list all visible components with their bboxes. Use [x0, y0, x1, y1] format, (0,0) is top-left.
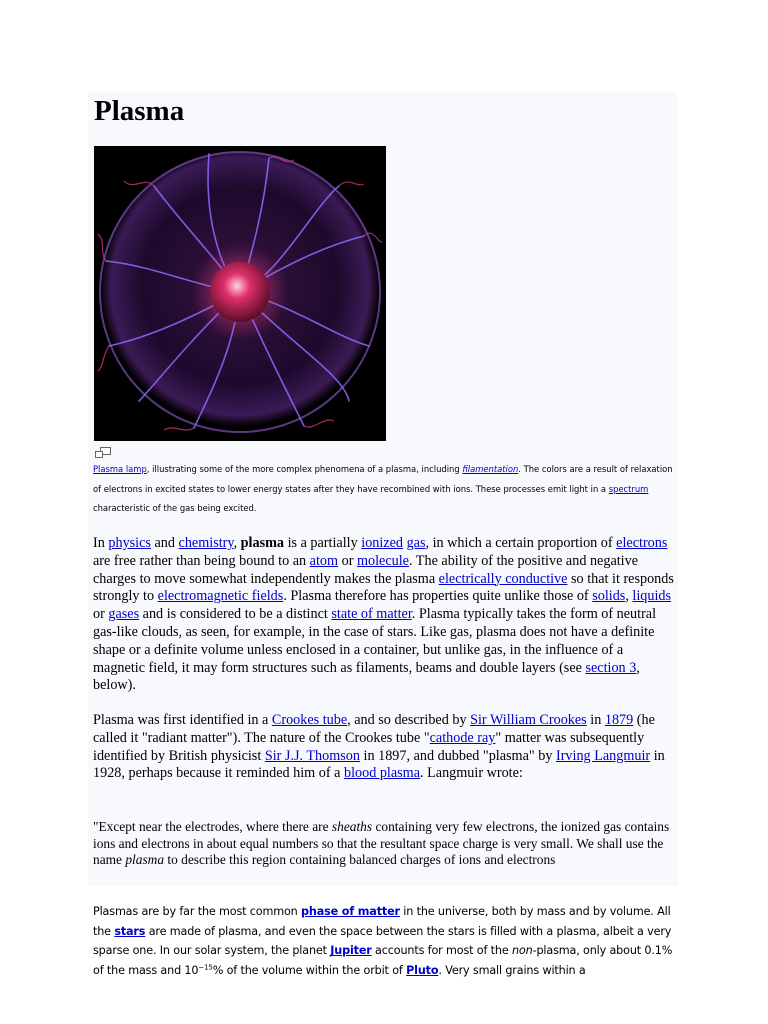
paragraph-text: so that it responds strongly to	[93, 570, 674, 605]
link-atom[interactable]: atom	[309, 552, 339, 569]
link-physics[interactable]: physics	[108, 535, 151, 551]
link-filamentation[interactable]: filamentation	[462, 464, 519, 474]
paragraph-text: . The ability of the positive and negative charges to move somewhat independently makes the plasma	[93, 552, 639, 587]
langmuir-quote	[93, 819, 678, 869]
caption-text: . The colors are a result of relaxation of electrons in excited states to lower energy states after they have recombined with ions. These processes emit light in a	[93, 464, 673, 494]
paragraph-text: in the universe, both by mass and by volume. All the	[93, 905, 671, 938]
quote-text: "Except near the electrodes, where there are	[93, 819, 332, 834]
link-plasma-lamp[interactable]: Plasma lamp	[93, 464, 147, 474]
quote-text: to describe this region containing balanced charges of ions and electrons	[164, 852, 556, 867]
page-title: Plasma	[94, 95, 185, 127]
link-jj-thomson[interactable]: Sir J.J. Thomson	[264, 747, 360, 764]
paragraph-text: , below).	[93, 659, 640, 694]
link-cathode-ray[interactable]: cathode ray	[429, 729, 496, 746]
link-state-of-matter[interactable]: state of matter	[331, 606, 412, 623]
link-ionized[interactable]: ionized	[361, 535, 404, 551]
paragraph-text: or	[338, 552, 357, 569]
link-gases[interactable]: gases	[108, 606, 140, 623]
link-phase-of-matter[interactable]: phase of matter	[301, 905, 400, 918]
term-plasma: plasma	[240, 535, 285, 551]
link-irving-langmuir[interactable]: Irving Langmuir	[555, 747, 651, 764]
link-liquids[interactable]: liquids	[632, 588, 672, 605]
term-plasma-italic: plasma	[125, 852, 165, 867]
term-sheaths: sheaths	[331, 819, 373, 834]
paragraph-text: -plasma, only about 0.1% of the mass and 10	[93, 944, 673, 978]
history-paragraph	[93, 712, 678, 783]
link-gas[interactable]: gas	[406, 535, 426, 551]
occurrence-paragraph	[93, 902, 683, 981]
paragraph-text: is a partially	[284, 535, 362, 551]
paragraph-text: , in which a certain proportion of	[425, 535, 617, 551]
link-spectrum[interactable]: spectrum	[608, 483, 649, 494]
paragraph-text: . Very small grains within a	[438, 964, 586, 978]
quote-text: containing very few electrons, the ionized gas contains ions and electrons in about equal numbers so that the resultant space charge is very small. We shall use the name	[93, 819, 670, 867]
image-caption	[93, 460, 678, 519]
paragraph-text: . Langmuir wrote:	[420, 765, 523, 782]
link-electrons[interactable]: electrons	[616, 535, 668, 551]
paragraph-text: and	[150, 535, 179, 551]
link-pluto[interactable]: Pluto	[406, 964, 439, 978]
link-crookes-tube[interactable]: Crookes tube	[271, 712, 348, 728]
link-electromagnetic-fields[interactable]: electromagnetic fields	[157, 588, 284, 605]
link-section-3[interactable]: section 3	[585, 659, 637, 676]
paragraph-text: In	[93, 535, 109, 551]
paragraph-text: Plasma was first identified in a	[93, 712, 272, 728]
paragraph-text: ,	[625, 588, 633, 605]
enlarge-icon[interactable]	[95, 447, 111, 458]
paragraph-text: . Plasma therefore has properties quite unlike those of	[283, 588, 593, 605]
paragraph-text: " matter was subsequently identified by British physicist	[93, 729, 645, 764]
paragraph-text: in 1928, perhaps because it reminded him of a	[93, 747, 665, 782]
paragraph-text: in	[586, 712, 605, 728]
link-blood-plasma[interactable]: blood plasma	[343, 765, 421, 782]
paragraph-text: accounts for most of the	[371, 944, 512, 958]
link-stars[interactable]: stars	[114, 924, 146, 938]
link-1879[interactable]: 1879	[604, 712, 634, 728]
link-jupiter[interactable]: Jupiter	[330, 944, 372, 958]
paragraph-text: and is considered to be a distinct	[139, 606, 332, 623]
paragraph-text: Plasmas are by far the most common	[93, 905, 302, 918]
link-electrically-conductive[interactable]: electrically conductive	[438, 570, 568, 587]
exponent: −15	[198, 963, 213, 972]
plasma-lamp-image[interactable]	[94, 146, 386, 441]
paragraph-text: (he called it "radiant matter"). The nature of the Crookes tube "	[93, 712, 655, 746]
paragraph-text: % of the volume within the orbit of	[212, 964, 407, 978]
paragraph-text: in 1897, and dubbed "plasma" by	[359, 747, 556, 764]
term-non: non	[511, 944, 533, 958]
paragraph-text: , and so described by	[347, 712, 471, 728]
paragraph-text: . Plasma typically takes the form of neutral gas-like clouds, as seen, for example, in the case of stars. Like gas, plasma does not have a definite shape or a definite volume unless enclosed in a container, but unlike gas, in the influence of a magnetic field, it may form structures such as filaments, beams and double layers (see	[93, 606, 657, 676]
link-william-crookes[interactable]: Sir William Crookes	[470, 712, 587, 728]
paragraph-text: or	[93, 606, 109, 623]
link-chemistry[interactable]: chemistry	[178, 535, 234, 551]
link-molecule[interactable]: molecule	[356, 552, 409, 569]
paragraph-text: are made of plasma, and even the space between the stars is filled with a plasma, albeit a very sparse one. In our solar system, the planet	[93, 924, 672, 958]
caption-text: characteristic of the gas being excited.	[93, 503, 257, 513]
paragraph-text: ,	[233, 535, 241, 551]
link-solids[interactable]: solids	[592, 588, 626, 605]
caption-text: , illustrating some of the more complex phenomena of a plasma, including	[146, 464, 463, 474]
paragraph-text: are free rather than being bound to an	[93, 552, 310, 569]
intro-paragraph	[93, 535, 678, 695]
